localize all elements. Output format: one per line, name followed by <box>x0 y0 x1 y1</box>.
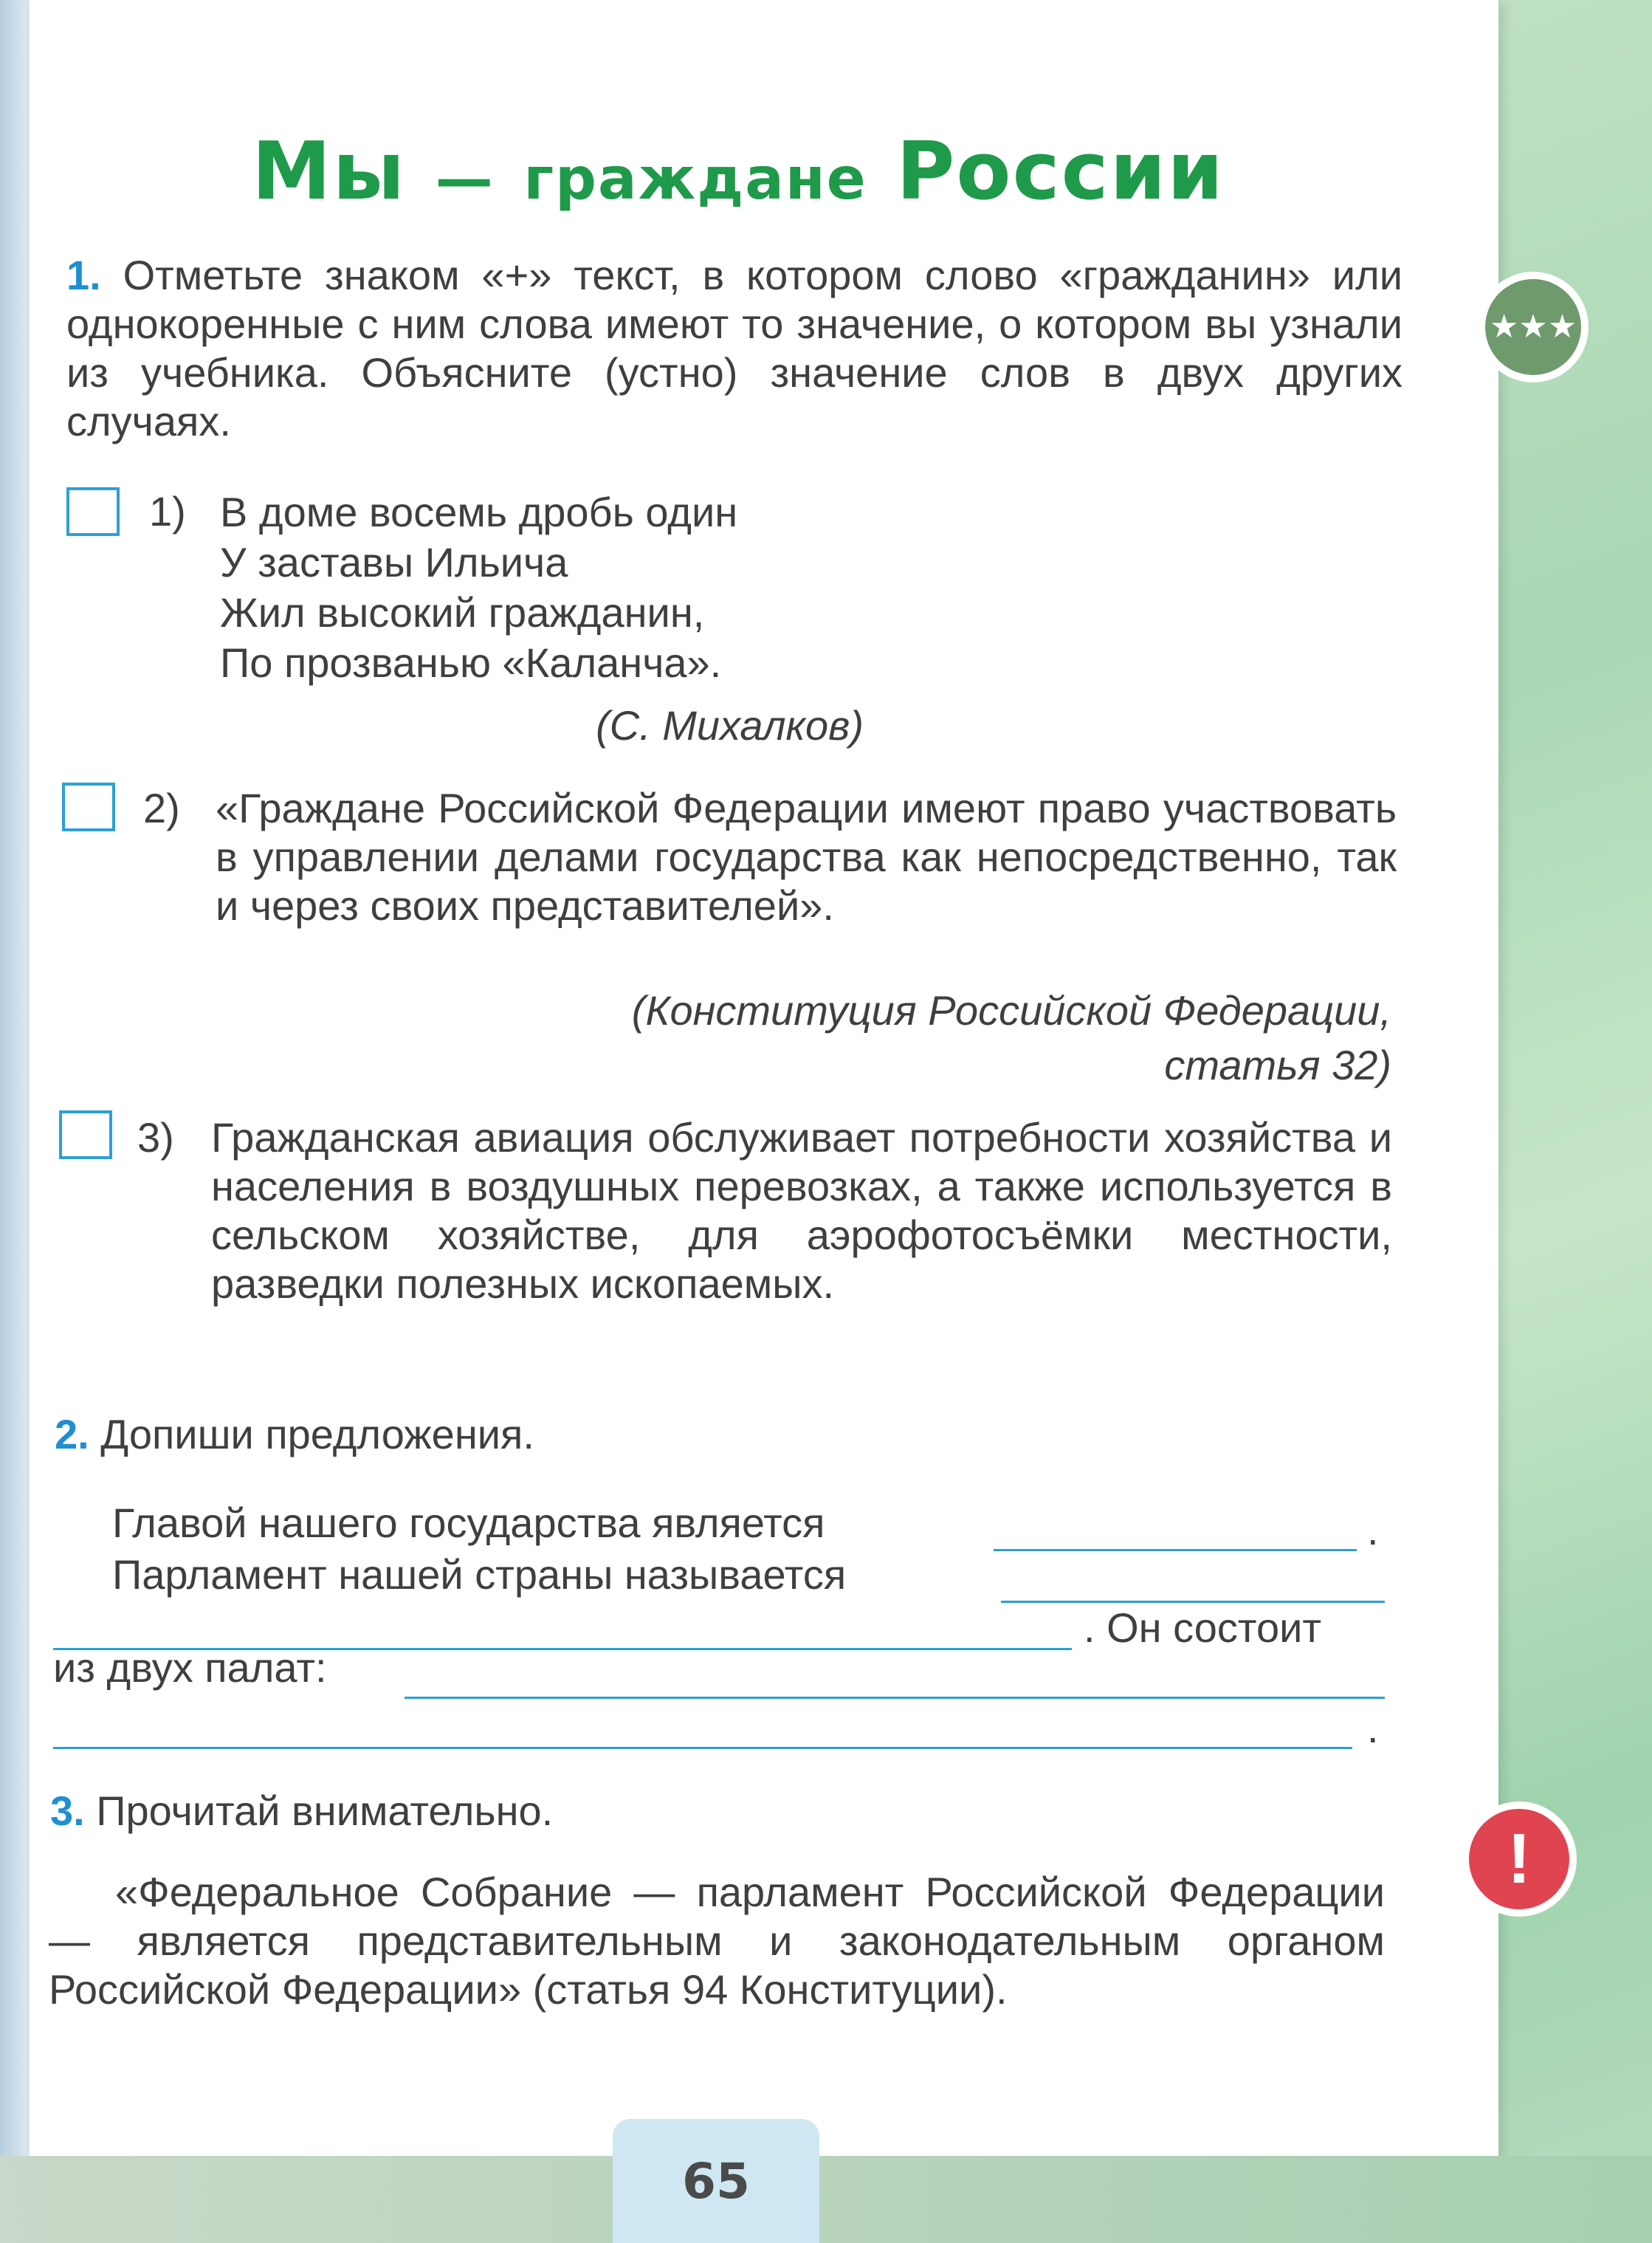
task1-item1-checkbox[interactable] <box>66 487 120 536</box>
chambers-answer-line-2[interactable] <box>53 1747 1352 1749</box>
title-dash: — <box>435 146 495 213</box>
task2-final-period: . <box>1367 1705 1379 1751</box>
task3-number: 3. <box>50 1787 85 1834</box>
task1-number: 1. <box>66 252 101 298</box>
poem-line: У заставы Ильича <box>220 539 568 585</box>
task2-line2: Парламент нашей страны называется <box>112 1551 847 1598</box>
attention-badge <box>1462 1801 1577 1917</box>
task2-heading-text: Допиши предложения. <box>100 1411 534 1457</box>
constitution-attribution-1: (Конституция Российской Федерации, <box>631 987 1391 1034</box>
task2-heading <box>55 1410 1309 1459</box>
task1-item3-label: 3) <box>137 1114 174 1161</box>
task1-text: Отметьте знаком «+» текст, в котором слово «гражданин» или однокоренные с ним слова имеют то значение, о котором вы узнали из учебника. Объясните (устно) значение слов в двух других случаях. <box>66 252 1403 444</box>
task1-item3-checkbox[interactable] <box>59 1110 112 1159</box>
stars-icon: ★★★ <box>1485 279 1581 375</box>
task2-number: 2. <box>55 1411 89 1457</box>
page-title <box>0 126 1476 218</box>
chambers-answer-line-1[interactable] <box>405 1697 1385 1699</box>
aviation-text: Гражданская авиация обслуживает потребности хозяйства и населения в воздушных перевозках, а также используется в сельском хозяйстве, для аэрофотосъёмки местности, разведки полезных ископаемых. <box>211 1114 1392 1307</box>
task2-line3-end: . Он состоит <box>1084 1604 1322 1651</box>
task2-line4: из двух палат: <box>53 1644 327 1691</box>
book-spine-edge <box>0 0 30 2243</box>
title-word-we: Мы <box>252 126 407 218</box>
task2-line1: Главой нашего государства является <box>112 1500 825 1546</box>
task1-item2-label: 2) <box>143 785 180 831</box>
parliament-name-answer-line-1[interactable] <box>1001 1601 1385 1603</box>
task1-item2-checkbox[interactable] <box>62 783 115 831</box>
poem-line: Жил высокий гражданин, <box>220 589 705 636</box>
task3-heading <box>50 1787 1305 1835</box>
poem-attribution: (С. Михалков) <box>596 702 864 749</box>
difficulty-badge <box>1478 272 1589 382</box>
exclamation-icon: ! <box>1469 1809 1569 1909</box>
constitution-quote: «Граждане Российской Федерации имеют право участвовать в управлении делами государства как непосредственно, так и через своих представителей». <box>216 785 1397 929</box>
bottom-margin-background <box>0 2156 1652 2243</box>
task2-line1-period: . <box>1367 1507 1379 1553</box>
task1-item1-label: 1) <box>149 488 186 535</box>
poem <box>220 487 1180 688</box>
title-word-citizens: граждане <box>523 146 867 213</box>
title-word-russia: России <box>896 126 1225 218</box>
page-number: 65 <box>613 2119 819 2243</box>
poem-line: В доме восемь дробь один <box>220 489 738 535</box>
federal-assembly-text: «Федеральное Собрание — парламент Российской Федерации — является представительным и законодательным органом Российской Федерации» (статья 94 Конституции). <box>49 1869 1385 2013</box>
head-of-state-answer-line[interactable] <box>994 1549 1357 1551</box>
constitution-attribution-2: статья 32) <box>1164 1042 1391 1088</box>
poem-line: По прозванью «Каланча». <box>220 639 722 686</box>
task1-instructions <box>66 251 1403 446</box>
task3-heading-text: Прочитай внимательно. <box>96 1787 554 1834</box>
